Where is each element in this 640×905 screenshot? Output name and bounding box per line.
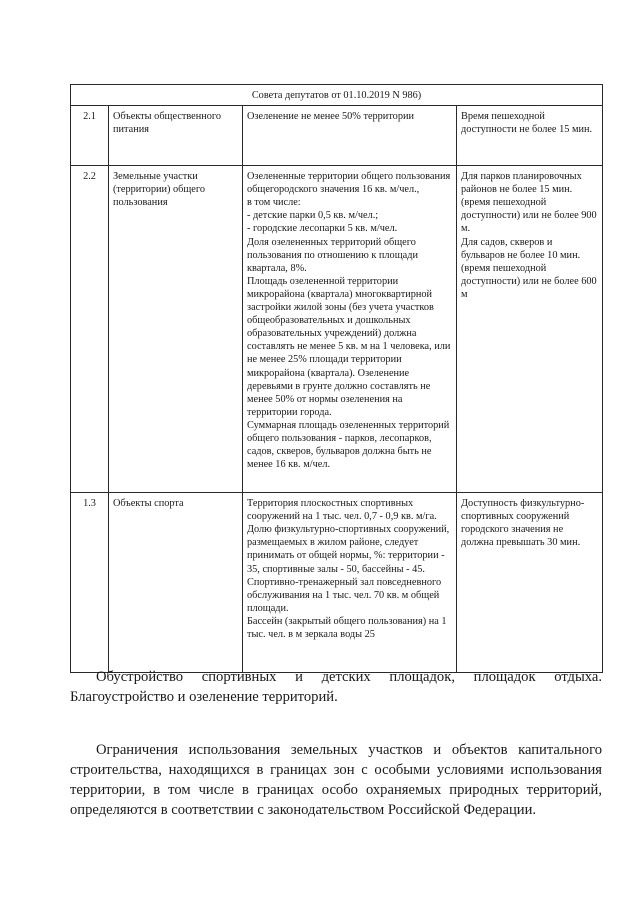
access-line: Время пешеходной доступности не более 15 мин.	[461, 111, 593, 136]
norm-line: Суммарная площадь озелененных территорий общего пользования - парков, лесопарков, садов, скверов, бульваров должна быть не менее 16 кв. м/чел.	[247, 419, 450, 471]
norm-line: Бассейн (закрытый общего пользования) на 1 тыс. чел. в м зеркала воды 25	[247, 615, 447, 641]
access-cell	[457, 106, 603, 166]
row-number: 2.2	[71, 166, 109, 493]
paragraph-text: Обустройство спортивных и детских площадок, площадок отдыха. Благоустройство и озеленение территорий.	[70, 669, 602, 705]
access-line: Доступность физкультурно-спортивных сооружений городского значения не должна превышать 30 мин.	[461, 498, 585, 549]
norm-line: - детские парки 0,5 кв. м/чел.;	[247, 210, 379, 222]
norm-cell	[243, 493, 457, 673]
table-row	[71, 166, 603, 493]
paragraph-text: Ограничения использования земельных участков и объектов капитального строительства, находящихся в границах зон с особыми условиями использования территории, в том числе в границах особо охраняемых природных территорий, определяются в соответствии с законодательством Российской Федерации.	[70, 742, 602, 818]
norm-line: Озелененные территории общего пользования общегородского значения 16 кв. м/чел.,	[247, 171, 451, 196]
object-name: Земельные участки (территории) общего пользования	[109, 166, 243, 493]
norm-cell	[243, 166, 457, 493]
table-header-cell: Совета депутатов от 01.10.2019 N 986)	[71, 85, 603, 106]
norm-line: - городские лесопарки 5 кв. м/чел.	[247, 223, 398, 235]
norm-line: Территория плоскостных спортивных сооружений на 1 тыс. чел. 0,7 - 0,9 кв. м/га.	[247, 498, 437, 523]
row-number: 2.1	[71, 106, 109, 166]
paragraph-facilities	[70, 667, 602, 707]
object-name: Объекты общественного питания	[109, 106, 243, 166]
object-name: Объекты спорта	[109, 493, 243, 673]
table-row	[71, 106, 603, 166]
table-row	[71, 493, 603, 673]
access-cell	[457, 166, 603, 493]
access-line: Для парков планировочных районов не более 15 мин. (время пешеходной доступности) или не более 900 м.	[461, 171, 597, 235]
paragraph-restrictions	[70, 740, 602, 820]
norm-cell	[243, 106, 457, 166]
access-cell	[457, 493, 603, 673]
norm-line: в том числе:	[247, 197, 301, 209]
norm-line: Спортивно-тренажерный зал повседневного обслуживания на 1 тыс. чел. 70 кв. м общей площади.	[247, 576, 442, 614]
norm-line: Доля озелененных территорий общего пользования по отношению к площади квартала, 8%.	[247, 236, 418, 274]
norm-line: Долю физкультурно-спортивных сооружений, размещаемых в жилом районе, следует принимать от общей нормы, %: территории - 35, спортивные залы - 50, бассейны - 45.	[247, 524, 450, 575]
norm-line: Озеленение не менее 50% территории	[247, 111, 415, 123]
row-number: 1.3	[71, 493, 109, 673]
access-line: Для садов, скверов и бульваров не более 10 мин. (время пешеходной доступности) или не более 600 м	[461, 236, 597, 300]
norms-table	[70, 84, 603, 673]
norm-line: Площадь озелененной территории микрорайона (квартала) многоквартирной застройки жилой зоны (без учета участков общеобразовательных и дошкольных образовательных учреждений) должна составлять не менее 5 кв. м на 1 человека, или не менее 25% площади территории микрорайона (квартала). Озеленение деревьями в грунте должно составлять не менее 50% от нормы озеленения на территории города.	[247, 275, 451, 418]
table-header-row	[71, 85, 603, 106]
